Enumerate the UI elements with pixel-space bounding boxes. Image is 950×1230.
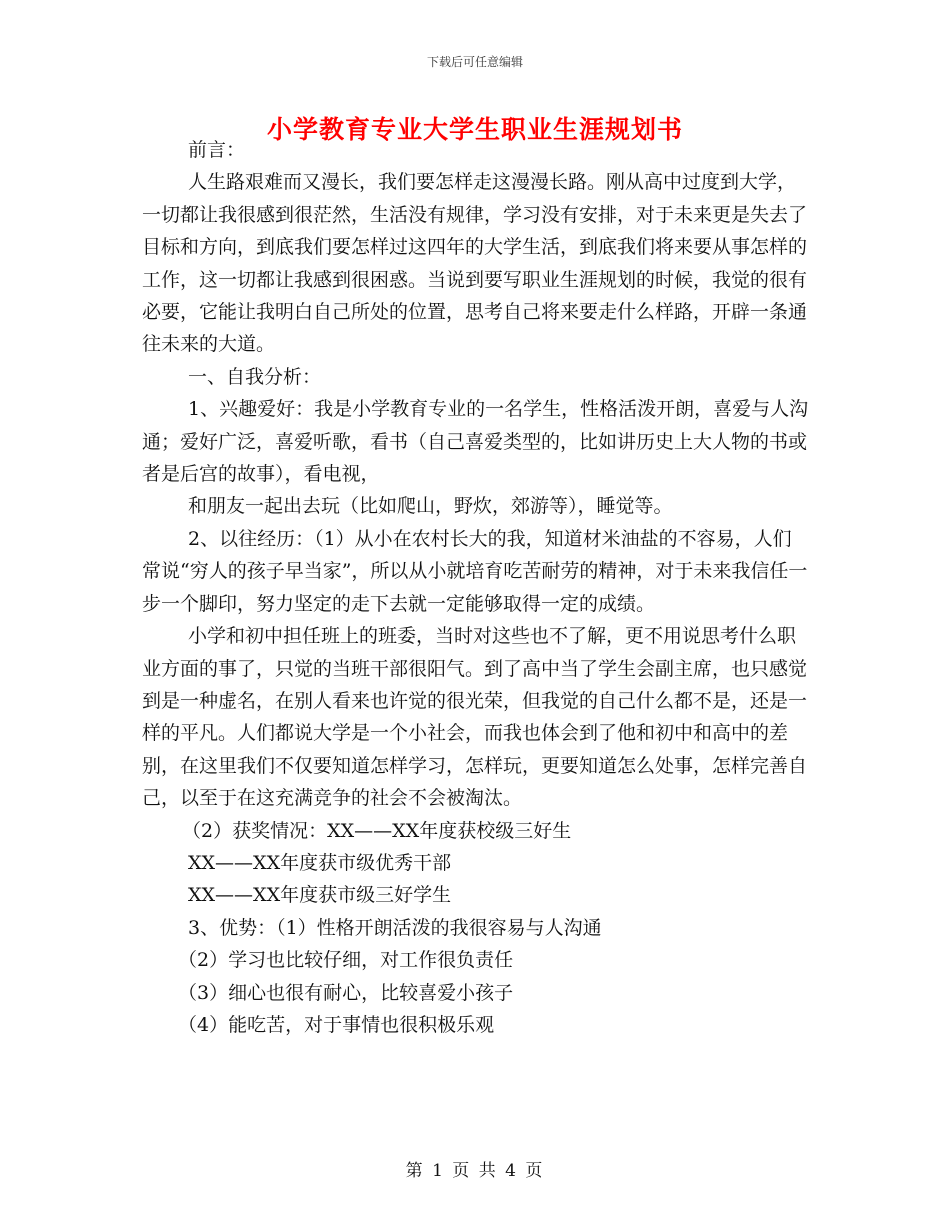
awards-line: （2）获奖情况：XX——XX年度获校级三好生: [182, 819, 572, 842]
page-header: 下载后可任意编辑: [426, 55, 523, 69]
section-heading-self-analysis: 一、自我分析：: [188, 365, 322, 388]
strengths-line: 3、优势：（1）性格开朗活泼的我很容易与人沟通: [188, 916, 602, 939]
strength-item: （4）能吃苦，对于事情也很积极乐观: [178, 1013, 495, 1036]
experience-paragraph: 2、以往经历：（1）从小在农村长大的我，知道材米油盐的不容易，人们常说“穷人的孩子早当家”，所以从小就培育吃苦耐劳的精神，对于未来我信任一步一个脚印，努力坚定的走下去就一定能够取得一定的成绩。: [142, 527, 808, 615]
award-item: XX——XX年度获市级优秀干部: [188, 851, 452, 874]
award-item: XX——XX年度获市级三好学生: [188, 884, 452, 907]
interests-continued: 和朋友一起出去玩（比如爬山，野炊，郊游等），睡觉等。: [188, 495, 673, 518]
class-committee-paragraph: 小学和初中担任班上的班委，当时对这些也不了解，更不用说思考什么职业方面的事了，只觉的当班干部很阳气。到了高中当了学生会副主席，也只感觉到是一种虚名，在别人看来也许觉的很光荣，但我觉的自己什么都不是，还是一样的平凡。人们都说大学是一个小社会，而我也体会到了他和初中和高中的差别，在这里我们不仅要知道怎样学习，怎样玩，更要知道怎么处事，怎样完善自己，以至于在这充满竞争的社会不会被淘汰。: [142, 625, 808, 810]
preface-heading: 前言：: [188, 139, 246, 161]
strength-item: （3）细心也很有耐心，比较喜爱小孩子: [178, 981, 514, 1004]
document-title: 小学教育专业大学生职业生涯规划书: [266, 115, 683, 144]
page-footer: 第 1 页 共 4 页: [405, 1161, 545, 1181]
document-body: [142, 134, 810, 1041]
interests-paragraph: 1、兴趣爱好：我是小学教育专业的一名学生，性格活泼开朗，喜爱与人沟通；爱好广泛，喜爱听歌，看书（自己喜爱类型的，比如讲历史上大人物的书或者是后宫的故事），看电视，: [142, 398, 809, 486]
strength-item: （2）学习也比较仔细，对工作很负责任: [178, 949, 514, 972]
preface-paragraph: 人生路艰难而又漫长，我们要怎样走这漫漫长路。刚从高中过度到大学，一切都让我很感到很茫然，生活没有规律，学习没有安排，对于未来更是失去了目标和方向，到底我们要怎样过这四年的大学生活，到底我们将来要从事怎样的工作，这一切都让我感到很困惑。当说到要写职业生涯规划的时候，我觉的很有必要，它能让我明白自己所处的位置，思考自己将来要走什么样路，开辟一条通往未来的大道。: [142, 171, 808, 356]
